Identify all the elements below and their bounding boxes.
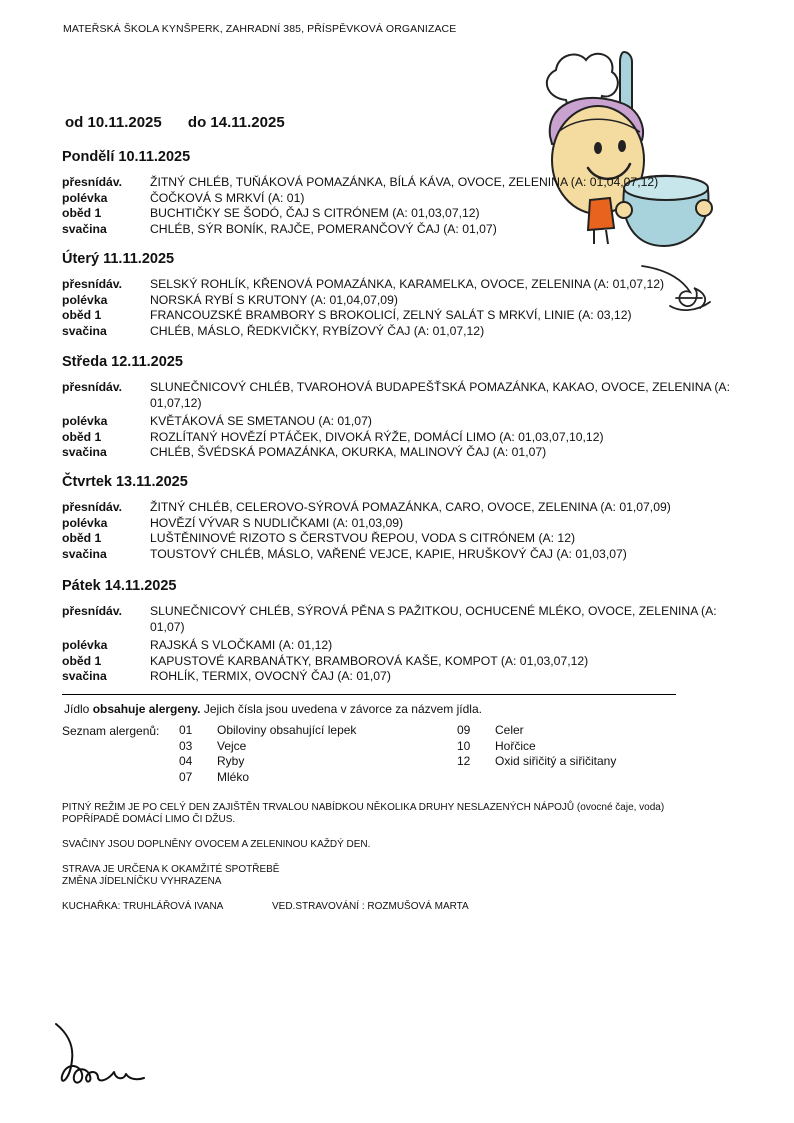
menu-period [65,114,307,131]
meal-row [62,308,762,324]
day-wednesday [62,354,762,461]
meal-label: svačina [62,323,107,338]
day-monday [62,149,762,237]
meal-label: oběd 1 [62,206,102,220]
allergen-name: Mléko [217,769,250,784]
meal-row [62,324,762,340]
organization-name: MATEŘSKÁ ŠKOLA KYNŠPERK, ZAHRADNÍ 385, PŘÍSPĚVKOVÁ ORGANIZACE [63,23,457,35]
meal-label: přesnídáv. [62,500,123,514]
signature [52,1020,152,1092]
snacks-info: SVAČINY JSOU DOPLNĚNY OVOCEM A ZELENINOU KAŽDÝ DEN. [62,839,371,850]
meal-row [62,654,762,670]
note-prefix: Jídlo [64,702,93,716]
meal-text: FRANCOUZSKÉ BRAMBORY S BROKOLICÍ, ZELNÝ SALÁT S MRKVÍ, LINIE (A: 03,12) [150,308,632,322]
day-title: Středa 12.11.2025 [62,354,183,370]
change-line: ZMĚNA JÍDELNÍČKU VYHRAZENA [62,876,222,887]
meal-text: SLUNEČNICOVÝ CHLÉB, TVAROHOVÁ BUDAPEŠŤSKÁ POMAZÁNKA, KAKAO, OVOCE, ZELENINA (A: 01,07,12) [150,380,730,410]
allergen-column-2 [457,723,616,770]
catering-manager: VED.STRAVOVÁNÍ : ROZMUŠOVÁ MARTA [272,901,469,912]
meal-label: polévka [62,414,108,428]
meal-row [62,445,762,461]
allergen-number: 09 [457,723,471,737]
meal-text: ČOČKOVÁ S MRKVÍ (A: 01) [150,190,305,205]
allergen-number: 12 [457,754,471,768]
allergen-name: Vejce [217,738,247,753]
day-title: Pátek 14.11.2025 [62,578,177,594]
allergen-number: 03 [179,738,193,753]
meal-label: polévka [62,638,108,652]
date-to: do 14.11.2025 [187,114,285,131]
meal-label: oběd 1 [62,531,102,545]
meal-label: polévka [62,190,108,205]
meal-row [62,293,762,309]
day-title: Pondělí 10.11.2025 [62,149,191,165]
allergen-item [179,770,356,786]
meal-row [62,547,762,563]
meal-text: BUCHTIČKY SE ŠODÓ, ČAJ S CITRÓNEM (A: 01,03,07,12) [150,206,480,220]
allergen-number: 10 [457,738,471,753]
meal-label: přesnídáv. [62,277,123,291]
consumption-info [62,864,279,888]
day-title: Úterý 11.11.2025 [62,251,175,267]
date-from: od 10.11.2025 [65,114,162,131]
allergen-number: 07 [179,769,193,784]
meal-text: CHLÉB, SÝR BONÍK, RAJČE, POMERANČOVÝ ČAJ (A: 01,07) [150,221,497,236]
meal-label: svačina [62,221,107,236]
allergen-name: Hořčice [495,738,536,753]
meal-row [62,500,762,516]
consumption-line: STRAVA JE URČENA K OKAMŽITÉ SPOTŘEBĚ [62,864,280,875]
allergen-list-label: Seznam alergenů: [62,724,160,738]
meal-text: ROHLÍK, TERMIX, OVOCNÝ ČAJ (A: 01,07) [150,669,391,683]
meal-row [62,669,762,685]
allergen-name: Celer [495,723,524,737]
meal-row [62,191,762,207]
allergen-item [457,754,616,770]
meal-text: ŽITNÝ CHLÉB, TUŇÁKOVÁ POMAZÁNKA, BÍLÁ KÁVA, OVOCE, ZELENINA (A: 01,04,07,12) [150,175,659,189]
meal-text: TOUSTOVÝ CHLÉB, MÁSLO, VAŘENÉ VEJCE, KAPIE, HRUŠKOVÝ ČAJ (A: 01,03,07) [150,546,627,561]
allergen-column-1 [179,723,356,785]
day-friday [62,578,762,685]
meal-row [62,531,762,547]
meal-row [62,430,762,446]
allergen-note [64,702,482,716]
meal-text: ŽITNÝ CHLÉB, CELEROVO-SÝROVÁ POMAZÁNKA, CARO, OVOCE, ZELENINA (A: 01,07,09) [150,500,671,514]
meal-text: KAPUSTOVÉ KARBANÁTKY, BRAMBOROVÁ KAŠE, KOMPOT (A: 01,03,07,12) [150,653,589,668]
meal-label: svačina [62,546,107,561]
allergen-item [457,723,616,739]
day-thursday [62,474,762,562]
meal-row [62,175,762,191]
meal-row [62,206,762,222]
meal-text: SLUNEČNICOVÝ CHLÉB, SÝROVÁ PĚNA S PAŽITKOU, OCHUCENÉ MLÉKO, OVOCE, ZELENINA (A: 01,07) [150,604,717,634]
allergen-item [457,739,616,755]
meal-row [62,277,762,293]
meal-text: RAJSKÁ S VLOČKAMI (A: 01,12) [150,638,333,652]
meal-label: svačina [62,669,107,683]
meal-text: HOVĚZÍ VÝVAR S NUDLIČKAMI (A: 01,03,09) [150,515,404,530]
meal-label: svačina [62,445,107,459]
meal-text: CHLÉB, ŠVÉDSKÁ POMAZÁNKA, OKURKA, MALINOVÝ ČAJ (A: 01,07) [150,445,547,459]
meal-text: SELSKÝ ROHLÍK, KŘENOVÁ POMAZÁNKA, KARAMELKA, OVOCE, ZELENINA (A: 01,07,12) [150,277,665,291]
meal-row [62,604,762,635]
day-title: Čtvrtek 13.11.2025 [62,474,188,490]
meal-row [62,516,762,532]
divider-line [62,694,676,695]
meal-text: NORSKÁ RYBÍ S KRUTONY (A: 01,04,07,09) [150,292,398,307]
day-tuesday [62,251,762,339]
meal-text: KVĚTÁKOVÁ SE SMETANOU (A: 01,07) [150,414,372,428]
meal-label: polévka [62,515,108,530]
meal-label: oběd 1 [62,429,102,444]
meal-label: oběd 1 [62,308,102,322]
meal-row [62,414,762,430]
allergen-name: Ryby [217,754,245,768]
allergen-item [179,739,356,755]
allergen-name: Oxid siřičitý a siřičitany [495,754,617,768]
meal-row [62,638,762,654]
note-suffix: Jejich čísla jsou uvedena v závorce za názvem jídla. [200,702,482,716]
meal-row [62,380,762,411]
meal-text: LUŠTĚNINOVÉ RIZOTO S ČERSTVOU ŘEPOU, VODA S CITRÓNEM (A: 12) [150,531,576,545]
meal-label: přesnídáv. [62,175,123,189]
drinks-line-2: POPŘÍPADĚ DOMÁCÍ LIMO ČI DŽUS. [62,814,236,825]
meal-label: polévka [62,292,108,307]
drinks-line-1: PITNÝ REŽIM JE PO CELÝ DEN ZAJIŠTĚN TRVALOU NABÍDKOU NĚKOLIKA DRUHY NESLAZENÝCH NÁPOJŮ (ovocné čaje, voda) [62,802,665,813]
drinks-info [62,802,664,826]
meal-text: CHLÉB, MÁSLO, ŘEDKVIČKY, RYBÍZOVÝ ČAJ (A: 01,07,12) [150,323,485,338]
meal-text: ROZLÍTANÝ HOVĚZÍ PTÁČEK, DIVOKÁ RÝŽE, DOMÁCÍ LIMO (A: 01,03,07,10,12) [150,429,604,444]
meal-label: přesnídáv. [62,380,123,394]
note-bold: obsahuje alergeny. [92,702,201,716]
allergen-item [179,754,356,770]
cook-name: KUCHAŘKA: TRUHLÁŘOVÁ IVANA [62,901,224,912]
meal-label: přesnídáv. [62,604,123,618]
meal-row [62,222,762,238]
allergen-number: 04 [179,754,193,768]
allergen-name: Obiloviny obsahující lepek [217,723,357,737]
meal-label: oběd 1 [62,653,102,668]
allergen-number: 01 [179,723,193,737]
allergen-item [179,723,356,739]
